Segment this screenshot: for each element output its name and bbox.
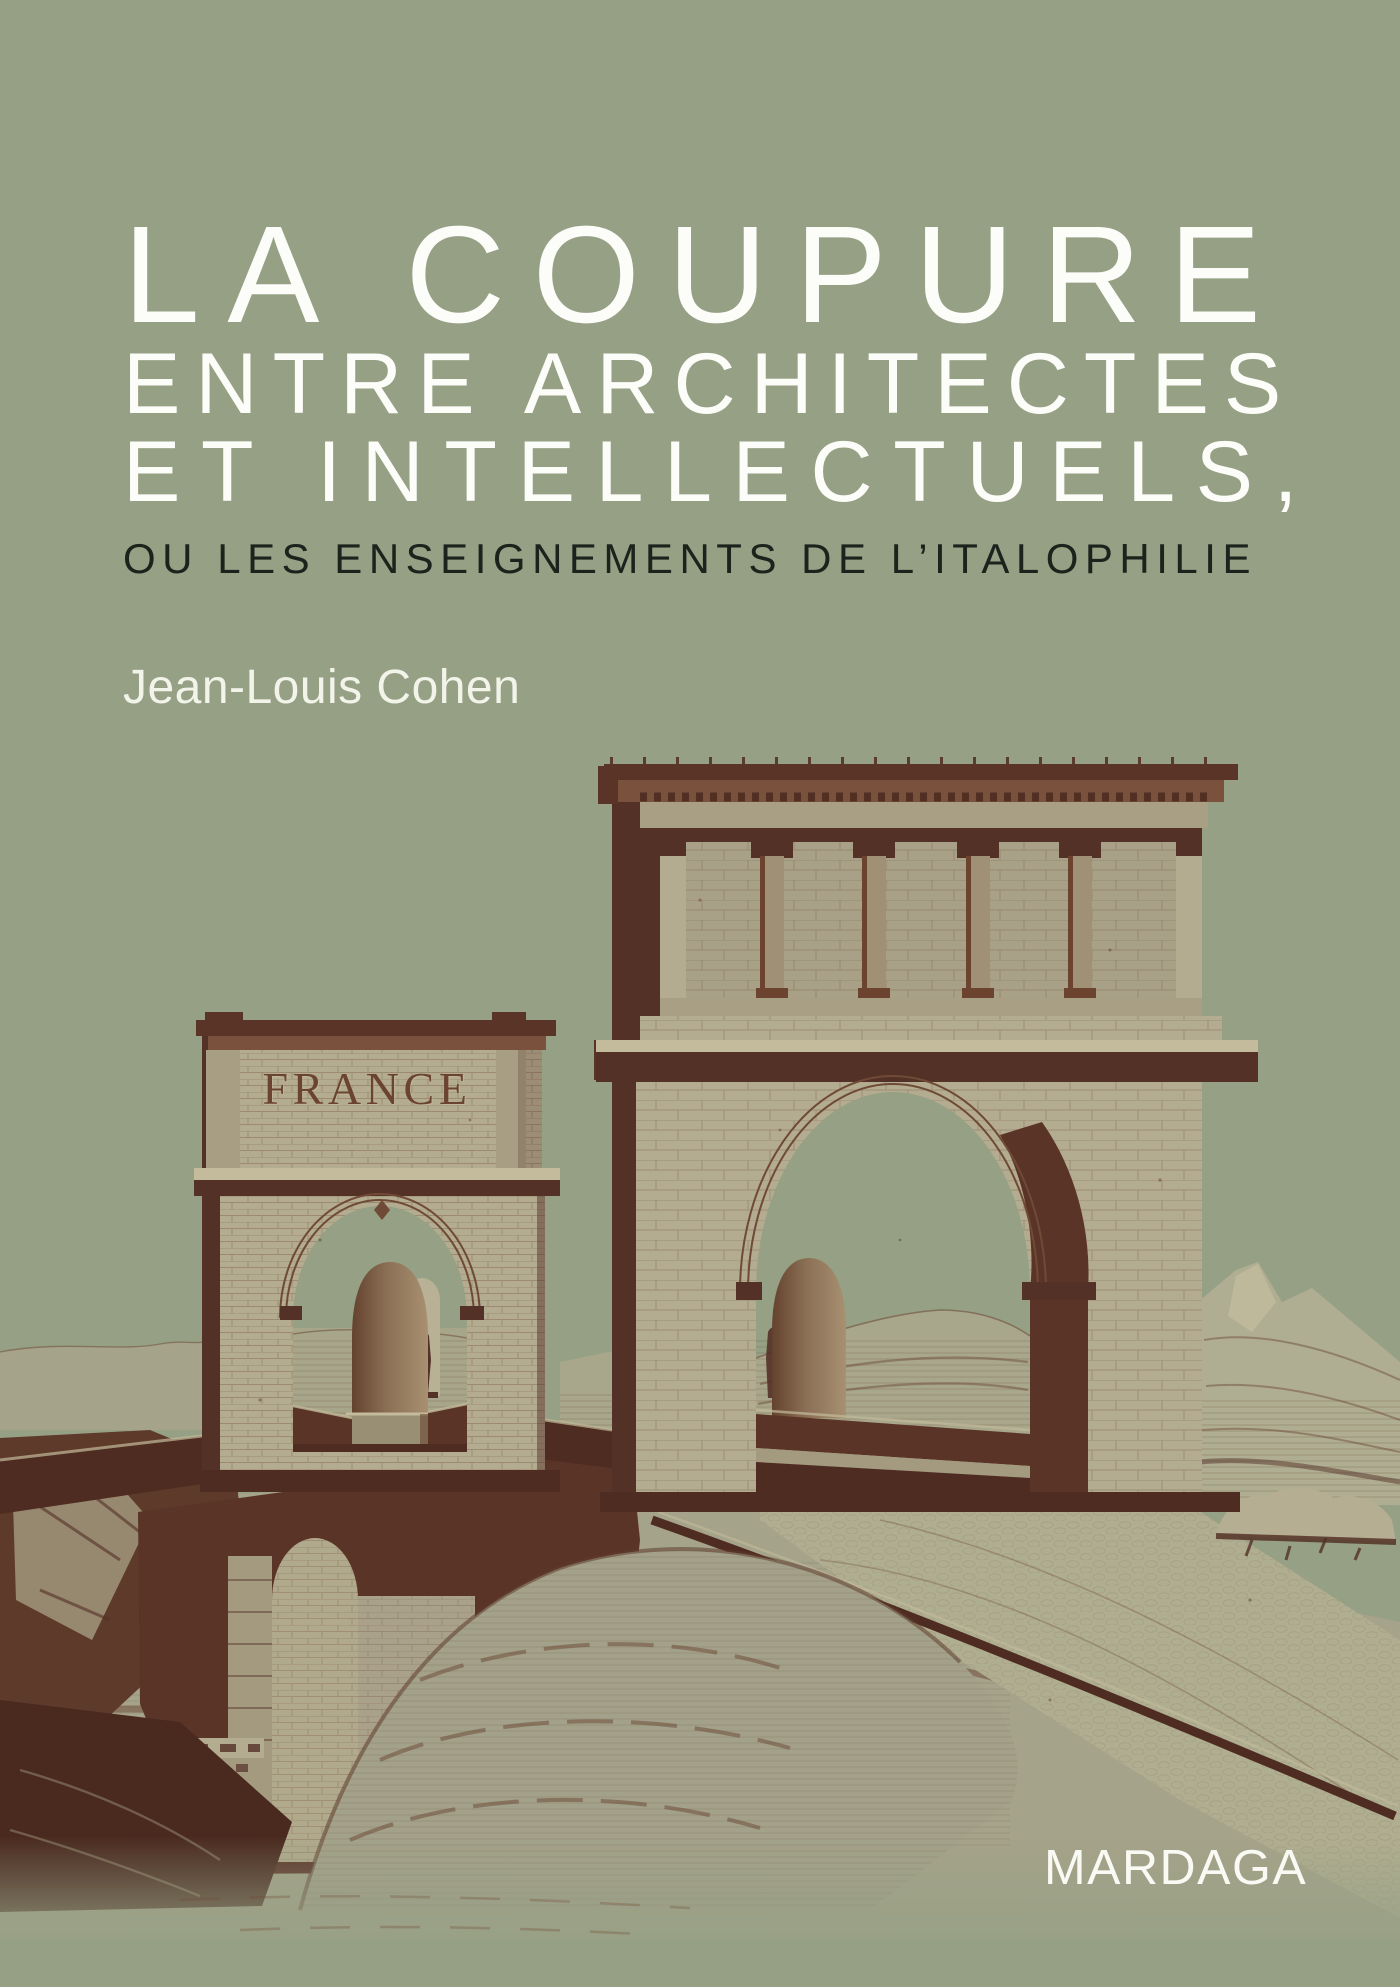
- mountain-right: [1198, 1262, 1400, 1505]
- title-line-1: LA COUPURE: [123, 198, 1289, 352]
- title-line-2: ENTRE ARCHITECTES: [123, 336, 1297, 432]
- title-line-3: ET INTELLECTUELS,: [123, 424, 1319, 520]
- publisher-logo: MARDAGA: [1044, 1841, 1308, 1895]
- left-gate: [194, 1012, 560, 1492]
- france-inscription: FRANCE: [262, 1063, 472, 1114]
- author-name: Jean-Louis Cohen: [123, 661, 521, 714]
- subtitle: OU LES ENSEIGNEMENTS DE L’ITALOPHILIE: [123, 535, 1258, 582]
- parapet-between-gates: [545, 1420, 612, 1468]
- right-gate: [594, 761, 1258, 1512]
- bottom-fade: [0, 1836, 1400, 1987]
